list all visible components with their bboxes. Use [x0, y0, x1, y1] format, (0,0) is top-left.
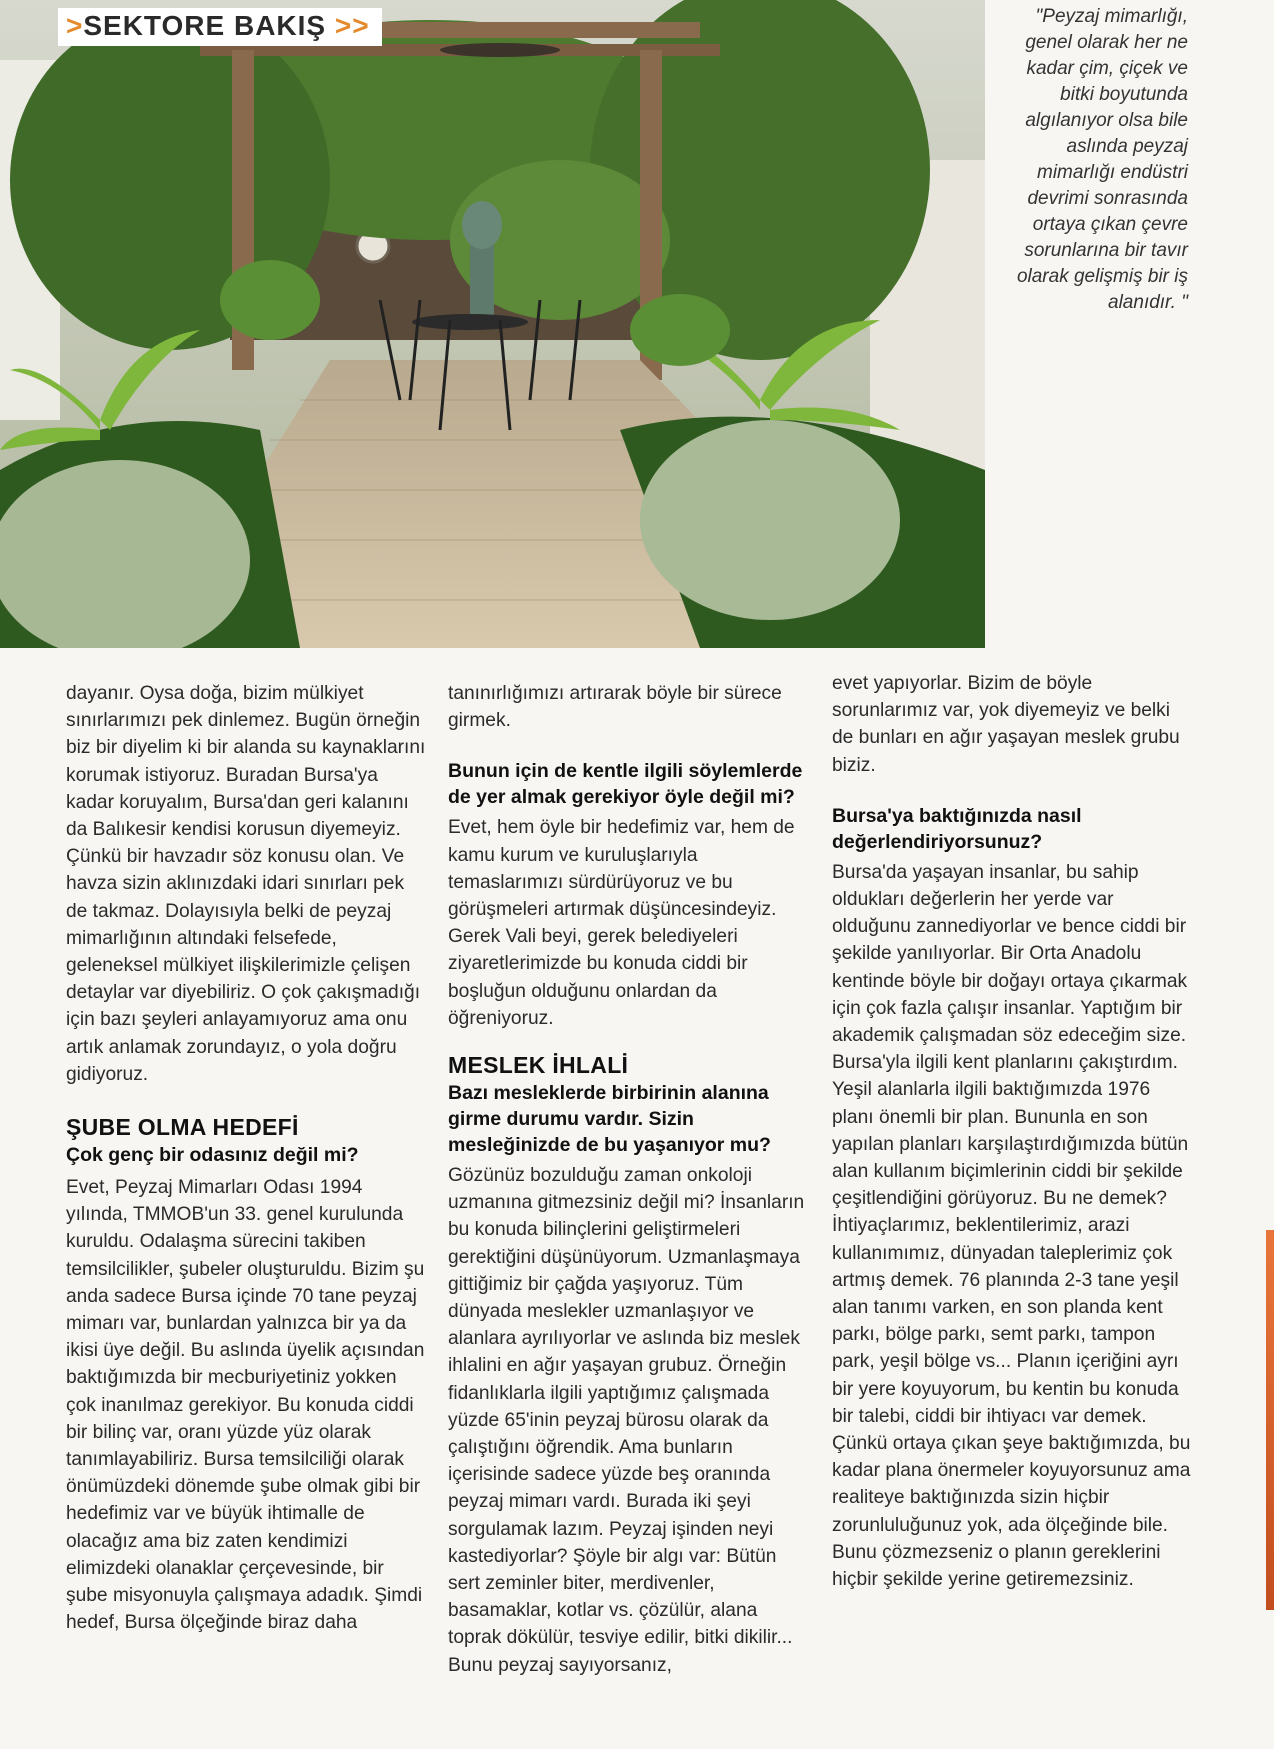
paragraph: tanınırlığımızı artırarak böyle bir sürece girmek.: [448, 683, 782, 732]
section-heading: MESLEK İHLALİ: [448, 1052, 629, 1079]
patio-table: [412, 314, 528, 330]
page-edge-accent: [1266, 1230, 1274, 1610]
section-tag: [58, 8, 382, 46]
ceiling-fan: [440, 43, 560, 57]
article-column-1: [66, 680, 426, 1637]
section-tag-suffix: >>: [334, 10, 370, 41]
paragraph: Bursa'da yaşayan insanlar, bu sahip oldukları değerlerin her yerde var olduğunu zannediyorlar ve bence ciddi bir şekilde yanılıyorlar. Bir Orta Anadolu kentinde böyle bir doğayı ortaya çıkarmak için çok fazla çalışır insanlar. Yaptığım bir akademik çalışmadan söz edeceğim size. Bursa'yla ilgili kent planlarını çakıştırdım. Yeşil alanlarla ilgili baktığımızda 1976 planı önemli bir plan. Bununla en son yapılan planları karşılaştırdığımızda bütün alan kullanım biçimlerinin ciddi bir şekilde çeşitlendiğini görüyoruz. Bu ne demek? İhtiyaçlarımız, beklentilerimiz, arazi kullanımımız, dünyadan taleplerimiz çok artmış demek. 76 planında 2-3 tane yeşil alan tanımı varken, en son planda kent parkı, bölge parkı, semt parkı, tampon park, yeşil bölge vs... Planın içeriğini ayrı bir yere koyuyorum, bu kentin bu konuda bir talebi, ciddi bir ihtiyacı var demek. Çünkü ortaya çıkan şeye baktığımızda, bu kadar plana önermeler koyuyorsunuz ama realiteye baktığınızda sizin hiçbir zorunluluğunuz yok, ada ölçeğinde bile. Bunu çözmezseniz o planın gereklerini hiçbir şekilde yerine getiremezsiniz.: [832, 861, 1191, 1591]
paragraph: Evet, hem öyle bir hedefimiz var, hem de kamu kurum ve kuruluşlarıyla temaslarımızı sürdürüyoruz ve bu görüşmeleri artırmak düşüncesindeyiz. Gerek Vali beyi, gerek belediyeleri ziyaretlerimizde bu konuda ciddi bir boşluğun olduğunu onlardan da öğreniyoruz.: [448, 817, 795, 1029]
article-column-3: [832, 670, 1192, 1593]
interview-question: Bazı mesleklerde birbirinin alanına girme durumu vardır. Sizin mesleğinizde de bu yaşanıyor mu?: [448, 1082, 771, 1157]
section-tag-label: SEKTORE BAKIŞ: [83, 10, 327, 41]
interview-question: Bunun için de kentle ilgili söylemlerde de yer almak gerekiyor öyle değil mi?: [448, 760, 803, 809]
interview-question: Çok genç bir odasınız değil mi?: [66, 1144, 359, 1167]
section-tag-prefix: >: [66, 10, 84, 41]
ivy-planter: [640, 420, 900, 620]
article-column-2: [448, 680, 808, 1679]
pull-quote: "Peyzaj mimarlığı, genel olarak her ne kadar çim, çiçek ve bitki boyutunda algılanıyor olsa bile aslında peyzaj mimarlığı endüstri devrimi sonrasında ortaya çıkan çevre sorunlarına bir tavır olarak gelişmiş bir iş alanıdır. ": [1016, 6, 1188, 313]
paragraph: evet yapıyorlar. Bizim de böyle sorunlarımız var, yok diyemeyiz ve belki de bunları en ağır yaşayan meslek grubu biziz.: [832, 673, 1180, 776]
paragraph: Evet, Peyzaj Mimarları Odası 1994 yılında, TMMOB'un 33. genel kurulunda kuruldu. Odalaşma sürecini takiben temsilcilikler, şubeler oluşturuldu. Bizim şu anda sadece Bursa içinde 70 tane peyzaj mimarı var, bunlardan yalnızca bir ya da ikisi üye değil. Bu aslında üyelik açısından baktığımızda bir mecburiyetiniz yokken çok inanılmaz gerekiyor. Bu konuda ciddi bir bilinç var, oranı yüzde yüz olarak tanımlayabiliriz. Bursa temsilciliği olarak önümüzdeki dönemde şube olmak gibi bir hedefimiz var ve büyük ihtimalle de olacağız ama biz zaten kendimizi elimizdeki olanaklar çerçevesinde, bir şube misyonuyla çalışmaya adadık. Şimdi hedef, Bursa ölçeğinde biraz daha: [66, 1177, 425, 1634]
interview-question: Bursa'ya baktığınızda nasıl değerlendiriyorsunuz?: [832, 804, 1082, 853]
section-heading: ŞUBE OLMA HEDEFİ: [66, 1114, 299, 1141]
paragraph: Gözünüz bozulduğu zaman onkoloji uzmanına gitmezsiniz değil mi? İnsanların bu konuda bilinçlerini geliştirmeleri gerektiğini düşünüyorum. Uzmanlaşmaya gittiğimiz bir çağda yaşıyoruz. Tüm dünyada meslekler uzmanlaşıyor ve alanlara ayrılıyorlar ve aslında biz meslek ihlalini en ağır yaşayan grubuz. Örneğin fidanlıklarla ilgili yaptığımız çalışmada yüzde 65'inin peyzaj bürosu olarak da çalıştığını öğrendik. Ama bunların içerisinde sadece yüzde beş oranında peyzaj mimarı vardı. Burada iki şeyi sorgulamak lazım. Peyzaj işinden neyi kastediyorlar? Şöyle bir algı var: Bütün sert zeminler biter, merdivenler, basamaklar, kotlar vs. çözülür, alana toprak dökülür, tesviye edilir, bitki dikilir... Bunu peyzaj sayıyorsanız,: [448, 1165, 805, 1676]
garden-illustration: [0, 0, 985, 648]
garden-courtyard-photo: [0, 0, 985, 648]
paragraph: dayanır. Oysa doğa, bizim mülkiyet sınırlarımızı pek dinlemez. Bugün örneğin biz bir diyelim ki bir alanda su kaynaklarını korumak istiyoruz. Buradan Bursa'ya kadar koruyalım, Bursa'dan geri kalanını da Balıkesir kendisi korusun diyemeyiz. Çünkü bir havzadır söz konusu olan. Ve havza sizin aklınızdaki idari sınırları pek de takmaz. Dolayısıyla belki de peyzaj mimarlığının altındaki felsefede, geleneksel mülkiyet ilişkilerimizle çelişen detaylar var diyebiliriz. O çok çakışmadığı için bazı şeyleri anlayamıyoruz ama onu artık anlamak zorundayız, o yola doğru gidiyoruz.: [66, 683, 426, 1085]
